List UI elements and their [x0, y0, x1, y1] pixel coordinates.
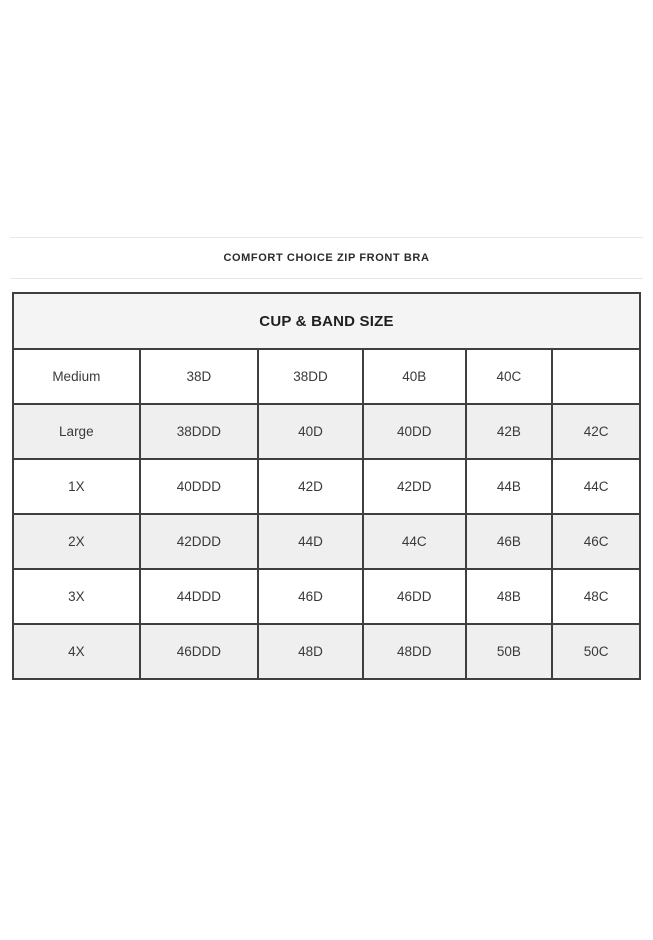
size-value: 42D [258, 459, 363, 514]
size-label: 3X [13, 569, 140, 624]
size-value: 46DD [363, 569, 466, 624]
size-value: 38DDD [140, 404, 259, 459]
size-chart-container [12, 292, 641, 680]
size-label: 4X [13, 624, 140, 679]
table-row-1x [13, 459, 640, 514]
size-value: 44C [552, 459, 640, 514]
size-value: 40D [258, 404, 363, 459]
size-value: 50B [466, 624, 553, 679]
table-row-3x [13, 569, 640, 624]
size-label: 2X [13, 514, 140, 569]
size-chart-table [12, 292, 641, 680]
size-value: 46DDD [140, 624, 259, 679]
size-chart-title: CUP & BAND SIZE [13, 293, 640, 349]
size-value: 42DDD [140, 514, 259, 569]
table-row-medium [13, 349, 640, 404]
size-value: 42B [466, 404, 553, 459]
title-band [10, 237, 643, 279]
size-value: 48D [258, 624, 363, 679]
product-title: COMFORT CHOICE ZIP FRONT BRA [223, 252, 430, 264]
size-value: 44D [258, 514, 363, 569]
size-value: 38DD [258, 349, 363, 404]
table-row-large [13, 404, 640, 459]
size-value: 44DDD [140, 569, 259, 624]
size-label: Medium [13, 349, 140, 404]
size-value: 40DD [363, 404, 466, 459]
size-value: 48B [466, 569, 553, 624]
size-value: 40B [363, 349, 466, 404]
size-value: 44B [466, 459, 553, 514]
size-value: 42C [552, 404, 640, 459]
size-value: 50C [552, 624, 640, 679]
table-header-row [13, 293, 640, 349]
size-value: 46B [466, 514, 553, 569]
size-value-empty [552, 349, 640, 404]
size-value: 40DDD [140, 459, 259, 514]
size-value: 46D [258, 569, 363, 624]
size-label: 1X [13, 459, 140, 514]
size-value: 48C [552, 569, 640, 624]
size-value: 40C [466, 349, 553, 404]
size-value: 42DD [363, 459, 466, 514]
size-value: 38D [140, 349, 259, 404]
table-row-2x [13, 514, 640, 569]
size-value: 44C [363, 514, 466, 569]
size-label: Large [13, 404, 140, 459]
size-value: 46C [552, 514, 640, 569]
table-row-4x [13, 624, 640, 679]
size-value: 48DD [363, 624, 466, 679]
